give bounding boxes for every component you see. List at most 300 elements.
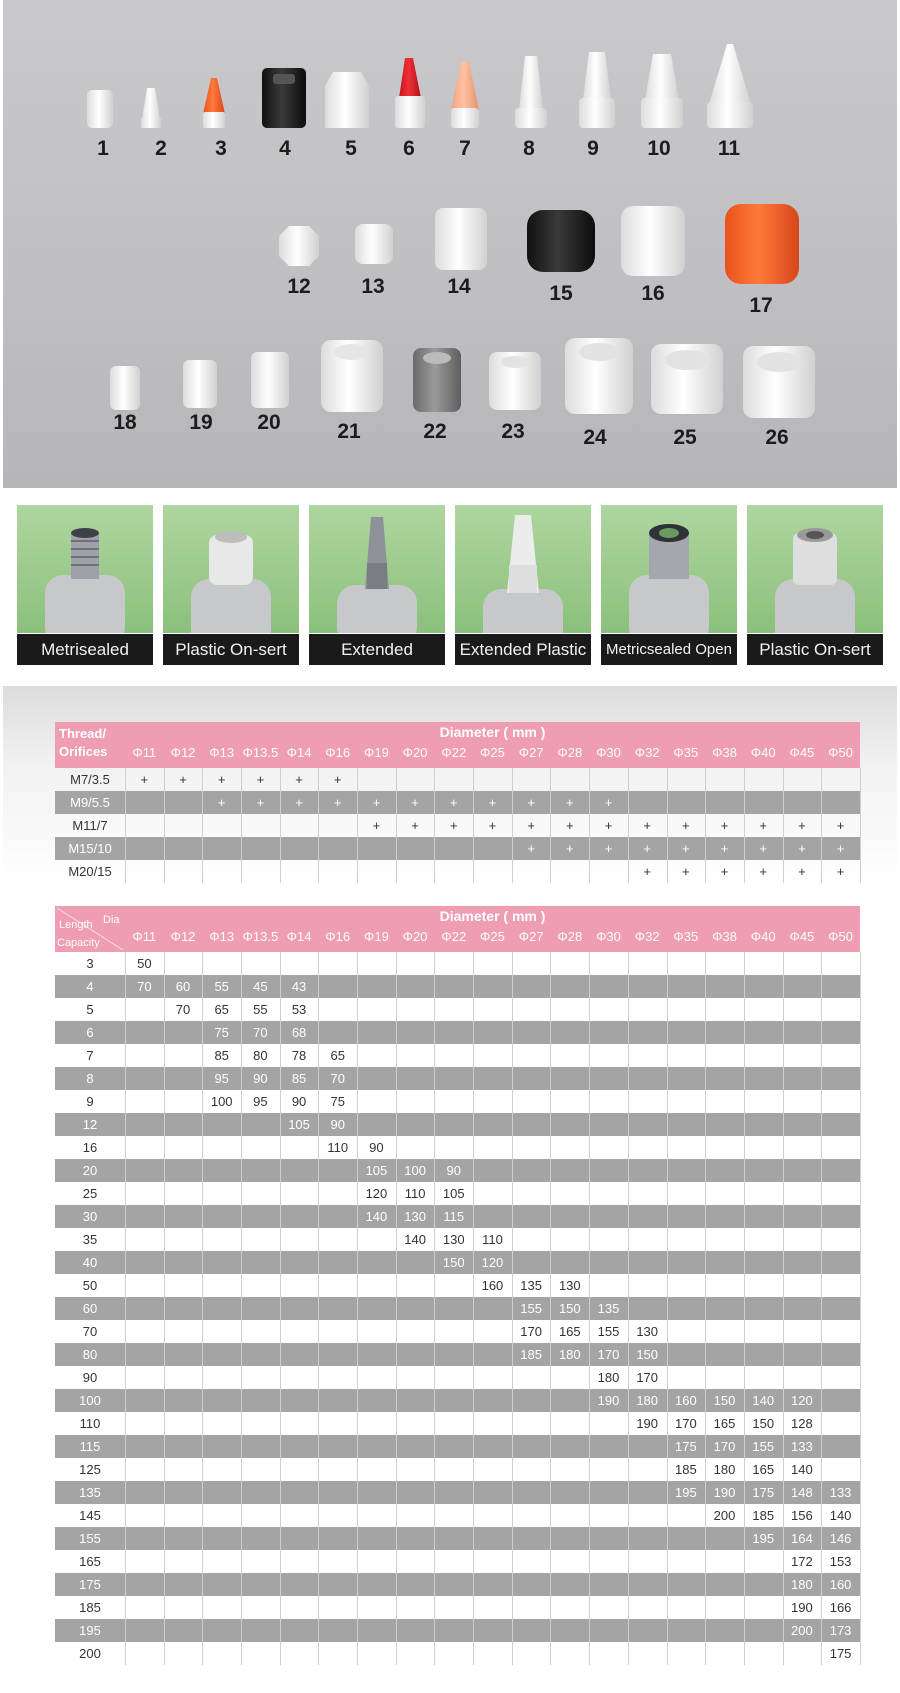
table-cell: 110 <box>404 1186 426 1201</box>
table-cell: 150 <box>636 1347 659 1362</box>
column-header: Φ20 <box>402 745 428 760</box>
grid-line <box>396 768 397 883</box>
tube-label: Extended Plastic <box>455 634 591 665</box>
cap-number-19: 19 <box>189 411 213 434</box>
table-cell: + <box>449 818 458 833</box>
table-cell: 164 <box>791 1531 813 1546</box>
table-cell: + <box>527 795 535 810</box>
cap-15 <box>527 210 595 272</box>
row-label: 5 <box>86 1002 94 1017</box>
column-header: Φ27 <box>518 929 544 944</box>
grid-line <box>434 952 435 1665</box>
table-cell: + <box>720 818 729 833</box>
cap-5 <box>325 72 369 128</box>
grid-line <box>860 952 861 1665</box>
table-cell: + <box>798 818 806 833</box>
table-cell: + <box>682 818 690 833</box>
column-header: Φ14 <box>286 929 312 944</box>
table-cell: 133 <box>829 1485 852 1500</box>
tube-metrisealed <box>17 505 153 665</box>
table-cell: 160 <box>829 1577 852 1592</box>
cap-19 <box>183 360 217 408</box>
table-cell: + <box>759 841 767 856</box>
row-label: 7 <box>86 1048 94 1063</box>
table-cell: + <box>566 841 574 856</box>
table-row <box>55 952 860 975</box>
grid-line <box>241 952 242 1665</box>
cap-number-15: 15 <box>549 282 573 305</box>
table-cell: 155 <box>752 1439 775 1454</box>
table-cell: 140 <box>365 1209 388 1224</box>
row-label: 9 <box>86 1094 94 1109</box>
tube-plastic-on-sert-2 <box>747 505 883 665</box>
table-cell: + <box>566 818 574 833</box>
table-cell: 135 <box>520 1278 542 1293</box>
table-cell: 130 <box>558 1278 581 1293</box>
grid-line <box>473 952 474 1665</box>
table2-corner <box>55 906 125 952</box>
table-cell: 120 <box>791 1393 813 1408</box>
table-cell: 90 <box>369 1140 384 1155</box>
table-row <box>55 837 860 860</box>
table-row <box>55 1205 860 1228</box>
row-label: 80 <box>82 1347 98 1362</box>
table-cell: 170 <box>636 1370 659 1385</box>
grid-line <box>164 952 165 1665</box>
table-cell: + <box>411 795 419 810</box>
table-cell: 166 <box>829 1600 852 1615</box>
column-header: Φ22 <box>441 929 467 944</box>
table-cell: 70 <box>175 1002 191 1017</box>
table-row <box>55 814 860 837</box>
column-header: Φ50 <box>828 929 853 944</box>
cap-number-24: 24 <box>583 426 607 449</box>
grid-line <box>860 768 861 883</box>
cap-9 <box>579 52 615 128</box>
table-cell: + <box>566 795 574 810</box>
cap-number-11: 11 <box>717 137 741 160</box>
table-cell: 148 <box>791 1485 813 1500</box>
table-row <box>55 1527 860 1550</box>
table-cell: 140 <box>791 1462 813 1477</box>
table-cell: 95 <box>253 1094 268 1109</box>
column-header: Φ13 <box>209 745 235 760</box>
row-label: 70 <box>82 1324 98 1339</box>
tube-photo <box>309 505 445 633</box>
cap-number-18: 18 <box>113 411 137 434</box>
cap-number-7: 7 <box>459 137 471 160</box>
table-cell: 100 <box>404 1163 426 1178</box>
table-row <box>55 1504 860 1527</box>
row-label: M15/10 <box>68 841 112 856</box>
table-cell: 78 <box>291 1048 307 1063</box>
table-cell: 90 <box>253 1071 268 1086</box>
table-cell: 156 <box>791 1508 813 1523</box>
table-cell: + <box>836 841 845 856</box>
table-cell: 65 <box>330 1048 345 1063</box>
table-cell: 70 <box>253 1025 268 1040</box>
table-cell: 135 <box>597 1301 620 1316</box>
table-cell: + <box>798 841 806 856</box>
cap-16 <box>621 206 685 276</box>
table-cell: 105 <box>442 1186 465 1201</box>
table-cell: + <box>256 795 265 810</box>
cap-24 <box>565 338 633 414</box>
table-cell: 185 <box>752 1508 775 1523</box>
table-cell: 180 <box>558 1347 581 1362</box>
row-label: M9/5.5 <box>70 795 110 810</box>
cap-number-8: 8 <box>523 137 535 160</box>
caps-photo <box>3 0 897 488</box>
table-cell: 160 <box>481 1278 504 1293</box>
table-cell: 150 <box>442 1255 465 1270</box>
grid-line <box>589 952 590 1665</box>
table-cell: 172 <box>791 1554 813 1569</box>
grid-line <box>164 768 165 883</box>
column-header: Φ40 <box>750 745 776 760</box>
table-cell: + <box>604 841 613 856</box>
row-label: 175 <box>79 1577 101 1592</box>
table-cell: 53 <box>291 1002 307 1017</box>
capacity-label: Capacity <box>57 937 100 949</box>
table-cell: + <box>488 795 497 810</box>
column-header: Φ11 <box>132 929 157 944</box>
cap-number-12: 12 <box>287 275 311 298</box>
table-cell: + <box>295 772 303 787</box>
row-label: 125 <box>79 1462 101 1477</box>
table-cell: 43 <box>291 979 307 994</box>
table-cell: 185 <box>675 1462 697 1477</box>
grid-line <box>783 952 784 1665</box>
column-header: Φ30 <box>596 745 621 760</box>
table-row <box>55 975 860 998</box>
table-cell: 128 <box>791 1416 813 1431</box>
grid-line <box>550 952 551 1665</box>
table-cell: 115 <box>443 1209 465 1224</box>
table-cell: + <box>295 795 303 810</box>
table-cell: + <box>527 818 535 833</box>
grid-line <box>821 952 822 1665</box>
table-cell: 85 <box>291 1071 307 1086</box>
table-cell: 70 <box>330 1071 345 1086</box>
table-cell: 45 <box>253 979 268 994</box>
column-header: Φ12 <box>170 929 196 944</box>
table-cell: 190 <box>597 1393 620 1408</box>
row-label: 110 <box>79 1416 101 1431</box>
tube-label: Plastic On-sert <box>163 634 299 665</box>
table-cell: 75 <box>330 1094 345 1109</box>
table-row <box>55 1113 860 1136</box>
tube-extended-plastic <box>455 505 591 665</box>
table-cell: 165 <box>558 1324 581 1339</box>
grid-line <box>628 768 629 883</box>
cap-23 <box>489 352 541 410</box>
column-header: Φ22 <box>441 745 467 760</box>
cap-18 <box>110 366 140 410</box>
capacity-length-table <box>55 906 860 1665</box>
length-label: Length <box>59 919 93 931</box>
row-label: M7/3.5 <box>70 772 110 787</box>
table-cell: + <box>140 772 149 787</box>
table-row <box>55 1320 860 1343</box>
cap-number-2: 2 <box>155 137 167 160</box>
table-row <box>55 1343 860 1366</box>
table-cell: 190 <box>713 1485 736 1500</box>
table-cell: + <box>333 772 342 787</box>
column-header: Φ32 <box>634 745 660 760</box>
cap-26 <box>743 346 815 418</box>
table-cell: 175 <box>675 1439 697 1454</box>
row-label: 25 <box>82 1186 98 1201</box>
table-cell: + <box>333 795 342 810</box>
table-cell: 150 <box>558 1301 581 1316</box>
table-cell: 105 <box>365 1163 388 1178</box>
table-cell: + <box>604 818 613 833</box>
table-cell: 130 <box>404 1209 426 1224</box>
column-header: Φ30 <box>596 929 621 944</box>
table-cell: + <box>179 772 187 787</box>
column-header: Φ50 <box>828 745 853 760</box>
table-row <box>55 1366 860 1389</box>
table-cell: 195 <box>752 1531 775 1546</box>
table2-header <box>55 906 860 952</box>
tube-extended <box>309 505 445 665</box>
cap-21 <box>321 340 383 412</box>
table-cell: 60 <box>175 979 191 994</box>
cap-number-22: 22 <box>423 420 447 443</box>
row-label: 200 <box>79 1646 101 1661</box>
table-row <box>55 1067 860 1090</box>
table-cell: 130 <box>442 1232 465 1247</box>
cap-25 <box>651 344 723 414</box>
cap-20 <box>251 352 289 408</box>
table-cell: 150 <box>713 1393 736 1408</box>
cap-number-4: 4 <box>279 137 291 160</box>
cap-number-6: 6 <box>403 137 415 160</box>
table-row <box>55 860 860 883</box>
column-header: Φ19 <box>363 929 389 944</box>
column-header: Φ40 <box>750 929 776 944</box>
table-cell: 55 <box>214 979 229 994</box>
table-cell: 120 <box>365 1186 388 1201</box>
grid-line <box>202 952 203 1665</box>
table-row <box>55 1159 860 1182</box>
cap-number-1: 1 <box>97 137 109 160</box>
table-cell: 190 <box>636 1416 659 1431</box>
cap-12 <box>279 226 319 266</box>
table-cell: 165 <box>752 1462 775 1477</box>
row-label: 145 <box>79 1508 101 1523</box>
cap-number-26: 26 <box>765 426 789 449</box>
table-cell: 105 <box>288 1117 310 1132</box>
table-cell: 170 <box>520 1324 542 1339</box>
table-cell: + <box>527 841 535 856</box>
column-header: Φ35 <box>673 929 699 944</box>
table-row <box>55 1090 860 1113</box>
column-header: Φ16 <box>325 745 351 760</box>
grid-line <box>744 768 745 883</box>
cap-3 <box>203 78 225 128</box>
tube-label: Metricsealed Open <box>601 634 737 665</box>
table-row <box>55 998 860 1021</box>
table-row <box>55 1435 860 1458</box>
cap-1 <box>87 90 113 128</box>
table-cell: 190 <box>791 1600 813 1615</box>
column-header: Φ25 <box>480 929 505 944</box>
table-row <box>55 1228 860 1251</box>
cap-4 <box>262 68 306 128</box>
table-cell: 175 <box>752 1485 775 1500</box>
cap-8 <box>515 56 547 128</box>
grid-line <box>705 768 706 883</box>
grid-line <box>744 952 745 1665</box>
tube-label: Plastic On-sert <box>747 634 883 665</box>
table-cell: + <box>217 795 226 810</box>
table-cell: 146 <box>829 1531 852 1546</box>
row-label: 195 <box>79 1623 101 1638</box>
table-cell: 153 <box>829 1554 852 1569</box>
column-header: Φ12 <box>170 745 196 760</box>
cap-7 <box>451 62 479 128</box>
table-cell: 85 <box>214 1048 229 1063</box>
table-row <box>55 1481 860 1504</box>
table-cell: 120 <box>481 1255 504 1270</box>
column-header: Φ45 <box>789 745 815 760</box>
table-cell: 50 <box>137 956 152 971</box>
row-label: 4 <box>86 979 94 994</box>
cap-2 <box>141 88 161 128</box>
table-row <box>55 1550 860 1573</box>
table-cell: 185 <box>520 1347 542 1362</box>
grid-line <box>280 952 281 1665</box>
tube-plastic-on-sert <box>163 505 299 665</box>
table-cell: 180 <box>636 1393 659 1408</box>
table-cell: + <box>720 864 729 879</box>
cap-number-23: 23 <box>501 420 525 443</box>
table-cell: + <box>643 818 651 833</box>
row-label: M11/7 <box>72 818 108 833</box>
column-header: Φ14 <box>286 745 312 760</box>
table-cell: + <box>372 795 381 810</box>
grid-line <box>202 768 203 883</box>
row-label: 40 <box>82 1255 98 1270</box>
table-cell: 133 <box>791 1439 813 1454</box>
column-header: Φ13.5 <box>242 745 279 760</box>
table-cell: 170 <box>597 1347 620 1362</box>
row-label: M20/15 <box>68 864 112 879</box>
tube-photo <box>17 505 153 633</box>
table-cell: 55 <box>253 1002 268 1017</box>
cap-10 <box>641 54 683 128</box>
row-label: 185 <box>79 1600 101 1615</box>
column-header: Φ35 <box>673 745 699 760</box>
tube-label: Metrisealed <box>17 634 153 665</box>
row-label: 35 <box>82 1232 98 1247</box>
table-row <box>55 791 860 814</box>
cap-13 <box>355 224 393 264</box>
grid-line <box>667 952 668 1665</box>
table-cell: + <box>682 864 690 879</box>
column-header: Φ32 <box>634 929 660 944</box>
table1-title: Diameter ( mm ) <box>439 724 546 740</box>
column-header: Φ20 <box>402 929 428 944</box>
table-row <box>55 1573 860 1596</box>
table-cell: + <box>836 818 845 833</box>
table-cell: 200 <box>791 1623 813 1638</box>
row-label: 12 <box>82 1117 98 1132</box>
grid-line <box>357 952 358 1665</box>
table-cell: + <box>682 841 690 856</box>
tube-photo <box>747 505 883 633</box>
table-cell: 90 <box>330 1117 345 1132</box>
grid-line <box>318 768 319 883</box>
table-row <box>55 1619 860 1642</box>
column-header: Φ13 <box>209 929 235 944</box>
table-row <box>55 1596 860 1619</box>
grid-line <box>512 952 513 1665</box>
grid-line <box>705 952 706 1665</box>
table-cell: 65 <box>214 1002 229 1017</box>
column-header: Φ38 <box>712 745 737 760</box>
table-cell: 80 <box>253 1048 268 1063</box>
table-cell: + <box>643 864 651 879</box>
row-label: 3 <box>86 956 94 971</box>
row-label: 135 <box>79 1485 101 1500</box>
tube-metricsealed-open <box>601 505 737 665</box>
table-row <box>55 1274 860 1297</box>
table-cell: + <box>759 818 767 833</box>
table-row <box>55 1251 860 1274</box>
thread-label: Thread/ <box>59 726 106 741</box>
grid-line <box>241 768 242 883</box>
cap-14 <box>435 208 487 270</box>
row-label: 115 <box>79 1439 101 1454</box>
table-row <box>55 768 860 791</box>
column-header: Φ38 <box>712 929 737 944</box>
row-label: 20 <box>82 1163 98 1178</box>
table-row <box>55 1044 860 1067</box>
grid-line <box>512 768 513 883</box>
grid-line <box>628 952 629 1665</box>
tube-photo <box>601 505 737 633</box>
cap-number-20: 20 <box>257 411 281 434</box>
column-header: Φ28 <box>557 929 583 944</box>
table-cell: 110 <box>327 1140 349 1155</box>
table-cell: 140 <box>404 1232 426 1247</box>
cap-number-21: 21 <box>337 420 361 443</box>
grid-line <box>125 768 126 883</box>
table-row <box>55 1642 860 1665</box>
row-label: 60 <box>82 1301 98 1316</box>
cap-number-5: 5 <box>345 137 357 160</box>
grid-line <box>280 768 281 883</box>
table-cell: 100 <box>210 1094 233 1109</box>
grid-line <box>357 768 358 883</box>
tube-strip <box>17 505 887 665</box>
cap-number-3: 3 <box>215 137 227 160</box>
table-cell: 140 <box>829 1508 852 1523</box>
table-row <box>55 1458 860 1481</box>
table-cell: 110 <box>482 1232 503 1247</box>
row-label: 16 <box>82 1140 98 1155</box>
table-cell: + <box>604 795 613 810</box>
column-header: Φ45 <box>789 929 815 944</box>
column-header: Φ11 <box>132 745 157 760</box>
table-cell: 155 <box>520 1301 542 1316</box>
column-header: Φ13.5 <box>242 929 279 944</box>
table-cell: + <box>488 818 497 833</box>
table-cell: + <box>372 818 381 833</box>
